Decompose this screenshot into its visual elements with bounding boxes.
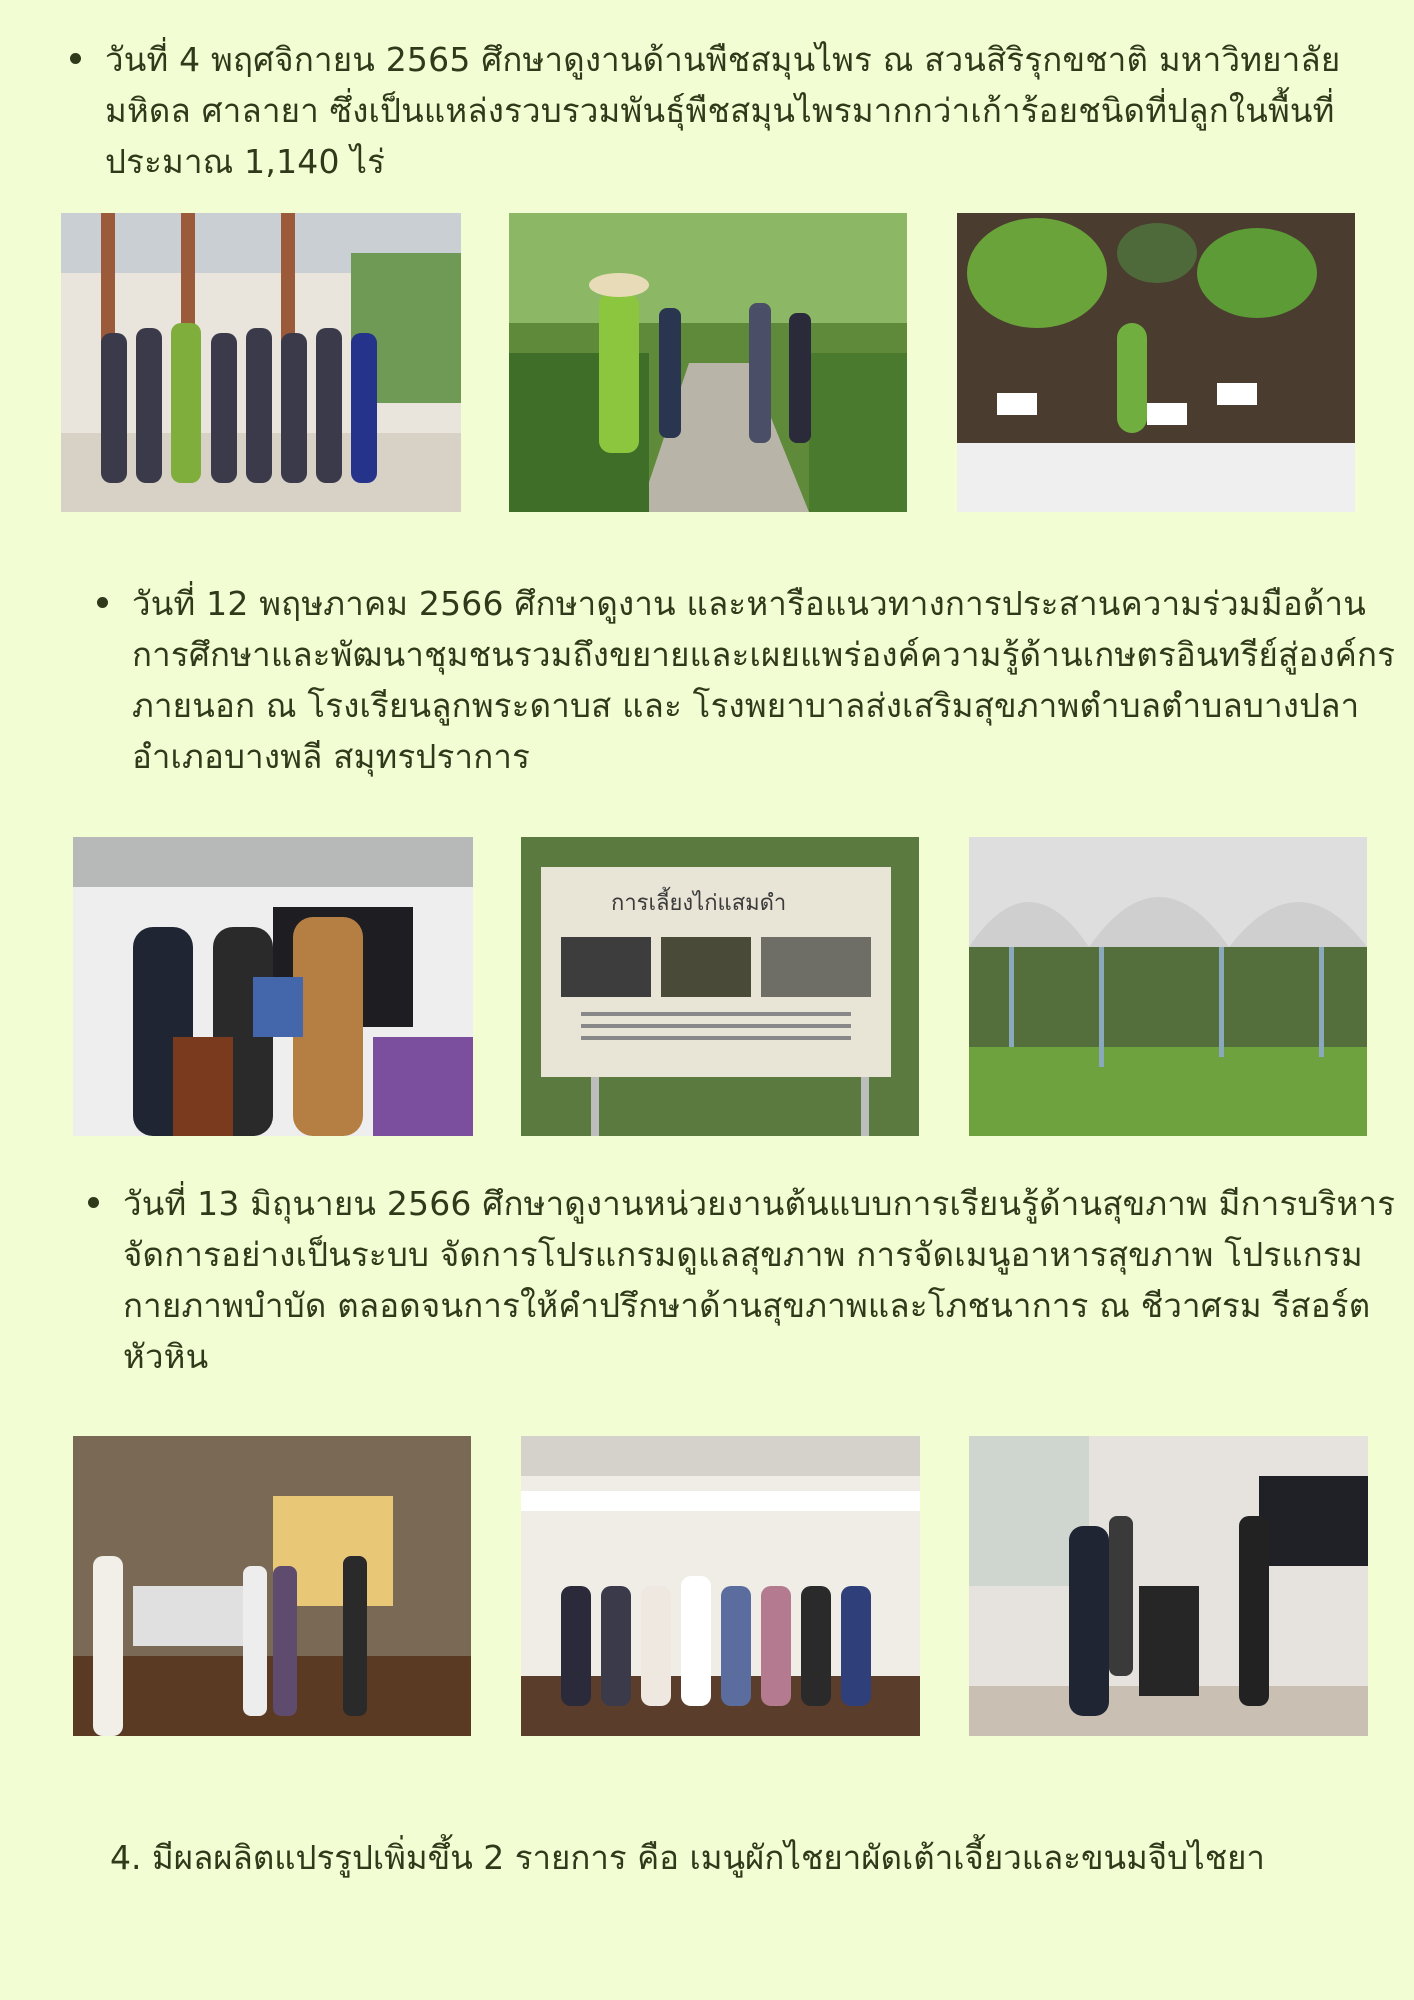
photo-net-house: [969, 837, 1367, 1136]
photo-resort-shop: [73, 1436, 471, 1736]
photo-sign-board: [521, 837, 919, 1136]
photo-resort-lobby-group: [521, 1436, 920, 1736]
bullet-item-1: [70, 34, 1390, 187]
bullet-item-3: [88, 1178, 1398, 1382]
bullet-item-2: [97, 578, 1397, 782]
photo-vegetable-display: [957, 213, 1355, 512]
sign-title: การเลี้ยงไก่แสมดำ: [611, 891, 787, 916]
bullet-dot: [70, 53, 81, 64]
photo-herb-garden-walk: [509, 213, 907, 512]
photo-physio-room: [969, 1436, 1368, 1736]
result-point-4: 4. มีผลผลิตแปรรูปเพิ่มขึ้น 2 รายการ คือ เมนูผักไชยาผัดเต้าเจี้ยวและขนมจีบไชยา: [110, 1838, 1265, 1877]
photo-group-pavilion: [61, 213, 461, 512]
bullet-text-2: วันที่ 12 พฤษภาคม 2566 ศึกษาดูงาน และหารือแนวทางการประสานความร่วมมือด้านการศึกษาและพัฒนาชุมชนรวมถึงขยายและเผยแพร่องค์ความรู้ด้านเกษตรอินทรีย์สู่องค์กรภายนอก ณ โรงเรียนลูกพระดาบส และ โรงพยาบาลส่งเสริมสุขภาพตำบลตำบลบางปลา อำเภอบางพลี สมุทรปราการ: [132, 584, 1396, 776]
bullet-dot: [97, 597, 108, 608]
bullet-text-3: วันที่ 13 มิถุนายน 2566 ศึกษาดูงานหน่วยงานต้นแบบการเรียนรู้ด้านสุขภาพ มีการบริหารจัดการอย่างเป็นระบบ จัดการโปรแกรมดูแลสุขภาพ การจัดเมนูอาหารสุขภาพ โปรแกรมกายภาพบำบัด ตลอดจนการให้คำปรึกษาด้านสุขภาพและโภชนาการ ณ ชีวาศรม รีสอร์ต หัวหิน: [123, 1184, 1396, 1376]
bullet-dot: [88, 1197, 99, 1208]
photo-handover: [73, 837, 473, 1136]
bullet-text-1: วันที่ 4 พฤศจิกายน 2565 ศึกษาดูงานด้านพืชสมุนไพร ณ สวนสิริรุกขชาติ มหาวิทยาลัยมหิดล ศาลายา ซึ่งเป็นแหล่งรวบรวมพันธุ์พืชสมุนไพรมากกว่าเก้าร้อยชนิดที่ปลูกในพื้นที่ประมาณ 1,140 ไร่: [105, 40, 1341, 181]
